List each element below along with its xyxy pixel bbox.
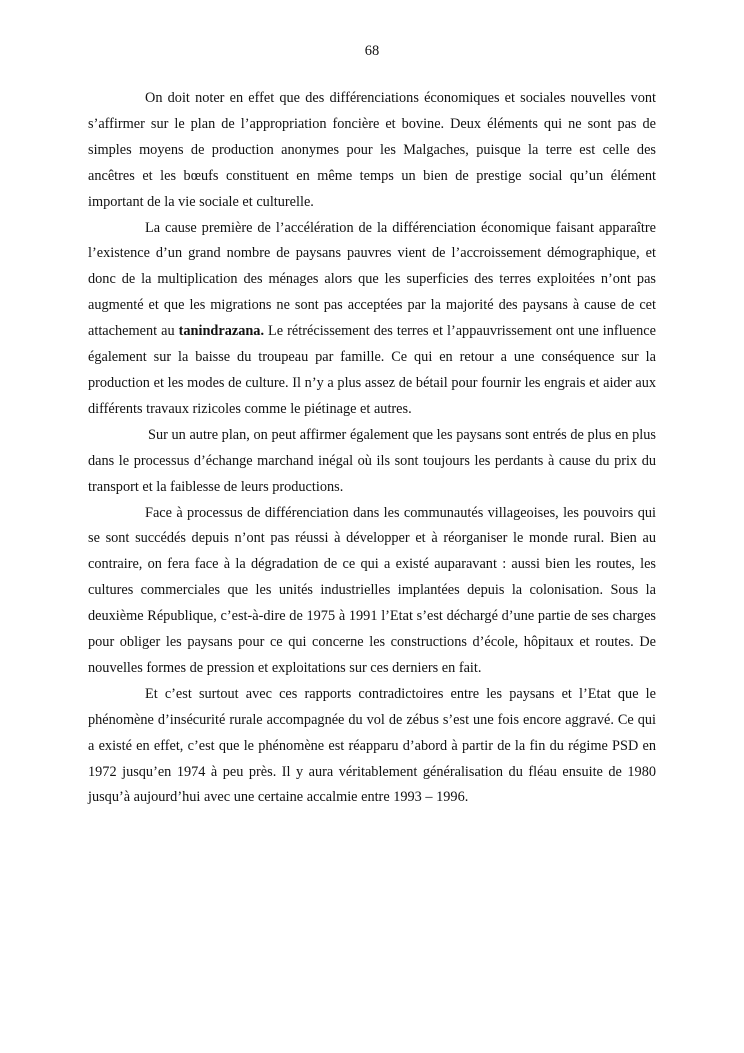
paragraph-land-cattle: On doit noter en effet que des différenciations économiques et sociales nouvelles vont s’affirmer sur le plan de l’appropriation foncière et bovine. Deux éléments qui ne sont pas de simples moyens de production anonymes pour les Malgaches, puisque la terre est celle des ancêtres et les bœufs constituent en même temps un bien de prestige social qu’un élément important de la vie sociale et culturelle. (88, 90, 656, 210)
body-text (88, 86, 656, 811)
paragraph-rural-decline: Face à processus de différenciation dans les communautés villageoises, les pouvoirs qui se sont succédés depuis n’ont pas réussi à développer et à réorganiser le monde rural. Bien au contraire, on fera face à la dégradation de ce qui a existé auparavant : aussi bien les routes, les cultures commerciales que les unités industrielles implantées depuis la colonisation. Sous la deuxième République, c’est-à-dire de 1975 à 1991 l’Etat s’est déchargé d’une partie de ses charges pour obliger les paysans pour ce qui concerne les constructions d’école, hôpitaux et routes. De nouvelles formes de pression et exploitations sur ces derniers en fait. (88, 504, 656, 676)
emphasized-term: tanindrazana. (178, 323, 265, 340)
paragraph-text-before: La cause première de l’accélération de la différenciation économique faisant apparaître l’existence d’un grand nombre de paysans pauvres vient de l’accroissement démographique, et donc de la multiplication des ménages alors que les superficies des terres exploitées n’ont pas augmenté et que les migrations ne sont pas acceptées par la majorité des paysans à cause de cet attachement au (88, 219, 656, 340)
page-number: 68 (364, 43, 380, 59)
paragraph-demographic-cause (88, 216, 656, 423)
paragraph-text-after: Le rétrécissement des terres et l’appauvrissement ont une influence également sur la baisse du troupeau par famille. Ce qui en retour a une conséquence sur la production et les modes de culture. Il n’y a plus assez de bétail pour fournir les engrais et aider aux différents travaux rizicoles comme le piétinage et autres. (88, 323, 656, 417)
paragraph-rural-insecurity: Et c’est surtout avec ces rapports contradictoires entre les paysans et l’Etat que le phénomène d’insécurité rurale accompagnée du vol de zébus s’est une fois encore aggravé. Ce qui a existé en effet, c’est que le phénomène est réapparu d’abord à partir de la fin du régime PSD en 1972 jusqu’en 1974 à peu près. Il y aura véritablement généralisation du fléau ensuite de 1980 jusqu’à aujourd’hui avec une certaine accalmie entre 1993 – 1996. (88, 685, 656, 806)
paragraph-market-exchange: Sur un autre plan, on peut affirmer également que les paysans sont entrés de plus en plus dans le processus d’échange marchand inégal où ils sont toujours les perdants à cause du prix du transport et la faiblesse de leurs productions. (88, 426, 656, 495)
